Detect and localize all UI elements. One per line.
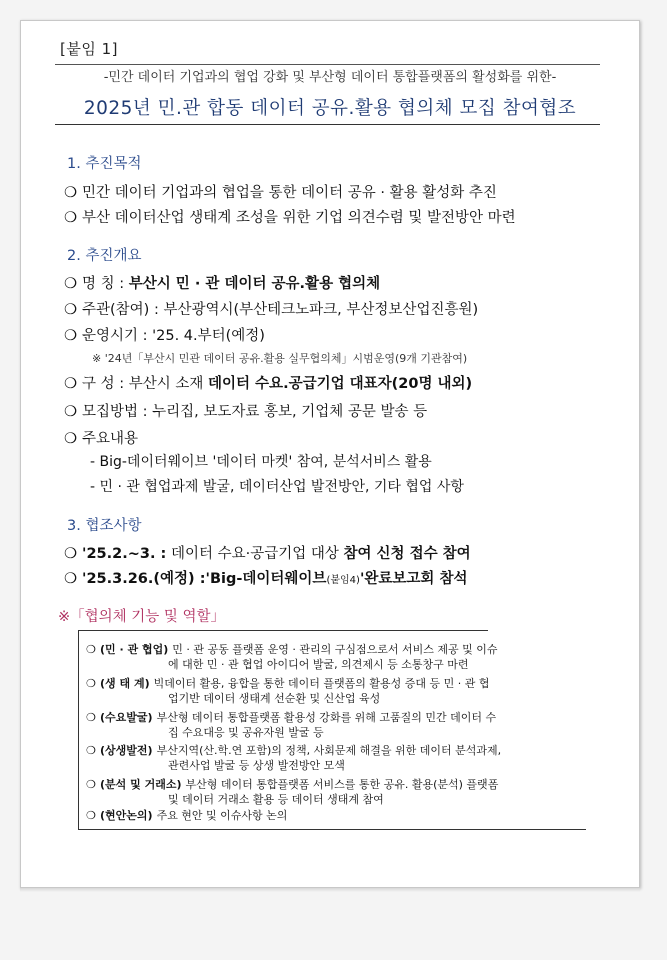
roles-box [78, 630, 586, 830]
bullet-icon: ❍ [64, 185, 77, 201]
bullet-icon: ❍ [86, 677, 96, 690]
role-item: ❍ (분석 및 거래소) 부산형 데이터 통합플랫폼 서비스를 통한 공유. 활용(분석) 플랫폼 및 데이터 거래소 활용 등 데이터 생태계 참여 [86, 778, 499, 806]
document-title: 2025년 민.관 합동 데이터 공유.활용 협의체 모집 참여협조 [83, 98, 577, 119]
content-item: - Big-데이터웨이브 '데이터 마켓' 참여, 분석서비스 활용 [90, 454, 432, 470]
box-border-bottom [78, 829, 586, 830]
section-cooperation-heading: 3. 협조사항 [67, 518, 142, 534]
bullet-icon: ❍ [64, 376, 77, 392]
page-shadow [20, 888, 640, 892]
bullet-icon: ❍ [64, 276, 77, 292]
purpose-item: ❍ 민간 데이터 기업과의 협업을 통한 데이터 공유 · 활용 활성화 추진 [64, 185, 497, 201]
bullet-icon: ❍ [64, 328, 77, 344]
section-overview-heading: 2. 추진개요 [67, 248, 142, 264]
bullet-icon: ❍ [86, 744, 96, 757]
bullet-icon: ❍ [64, 571, 77, 587]
title-divider [55, 124, 600, 125]
bullet-icon: ❍ [64, 302, 77, 318]
content-item: - 민 · 관 협업과제 발굴, 데이터산업 발전방안, 기타 협업 사항 [90, 479, 464, 495]
bullet-icon: ❍ [64, 404, 77, 420]
bullet-icon: ❍ [86, 711, 96, 724]
role-item: ❍ (생 태 계) 빅데이터 활용, 융합을 통한 데이터 플랫폼의 활용성 증대 등 민 · 관 협 업기반 데이터 생태계 선순환 및 신산업 육성 [86, 677, 490, 705]
bullet-icon: ❍ [86, 643, 96, 656]
overview-members: ❍ 구 성 : 부산시 소재 데이터 수요.공급기업 대표자(20명 내외) [64, 376, 473, 392]
document-subtitle: -민간 데이터 기업과의 협업 강화 및 부산형 데이터 통합플랫폼의 활성화를 위한- [103, 70, 557, 85]
bullet-icon: ❍ [86, 809, 96, 822]
bullet-icon: ❍ [64, 210, 77, 226]
bullet-icon: ❍ [64, 431, 77, 447]
purpose-item: ❍ 부산 데이터산업 생태계 조성을 위한 기업 의견수렴 및 발전방안 마련 [64, 210, 516, 226]
box-border-top [78, 630, 488, 631]
bullet-icon: ❍ [86, 778, 96, 791]
bullet-icon: ❍ [64, 546, 77, 562]
overview-host: ❍ 주관(참여) : 부산광역시(부산테크노파크, 부산정보산업진흥원) [64, 302, 479, 318]
overview-content: ❍ 주요내용 [64, 431, 139, 447]
role-item: ❍ (민 · 관 협업) 민 · 관 공동 플랫폼 운영 · 관리의 구심점으로서 서비스 제공 및 이슈 에 대한 민 · 관 협업 아이디어 발굴, 의견제시 등 소통창구 마련 [86, 643, 498, 671]
roles-box-title: ※「협의체 기능 및 역할」 [58, 609, 226, 625]
overview-recruit: ❍ 모집방법 : 누리집, 보도자료 홍보, 기업체 공문 발송 등 [64, 404, 428, 420]
box-border-left [78, 630, 79, 830]
cooperation-item: ❍ '25.3.26.(예정) :'Big-데이터웨이브(붙임4)'완료보고회 참석 [64, 571, 468, 587]
role-item: ❍ (현안논의) 주요 현안 및 이슈사항 논의 [86, 809, 288, 822]
role-item: ❍ (상생발전) 부산지역(산.학.연 포함)의 정책, 사회문제 해결을 위한 데이터 분석과제, 관련사업 발굴 등 상생 발전방안 모색 [86, 744, 502, 772]
section-purpose-heading: 1. 추진목적 [67, 156, 142, 172]
overview-name: ❍ 명 칭 : 부산시 민 · 관 데이터 공유.활용 협의체 [64, 276, 381, 292]
cooperation-item: ❍ '25.2.~3. : 데이터 수요·공급기업 대상 참여 신청 접수 참여 [64, 546, 471, 562]
top-divider [55, 64, 600, 65]
overview-note: ※ '24년「부산시 민관 데이터 공유.활용 실무협의체」시범운영(9개 기관참여) [92, 352, 468, 365]
overview-period: ❍ 운영시기 : '25. 4.부터(예정) [64, 328, 265, 344]
attachment-label: [붙임 1] [60, 40, 118, 58]
role-item: ❍ (수요발굴) 부산형 데이터 통합플랫폼 활용성 강화를 위해 고품질의 민간 데이터 수 집 수요대응 및 공유자원 발굴 등 [86, 711, 497, 739]
